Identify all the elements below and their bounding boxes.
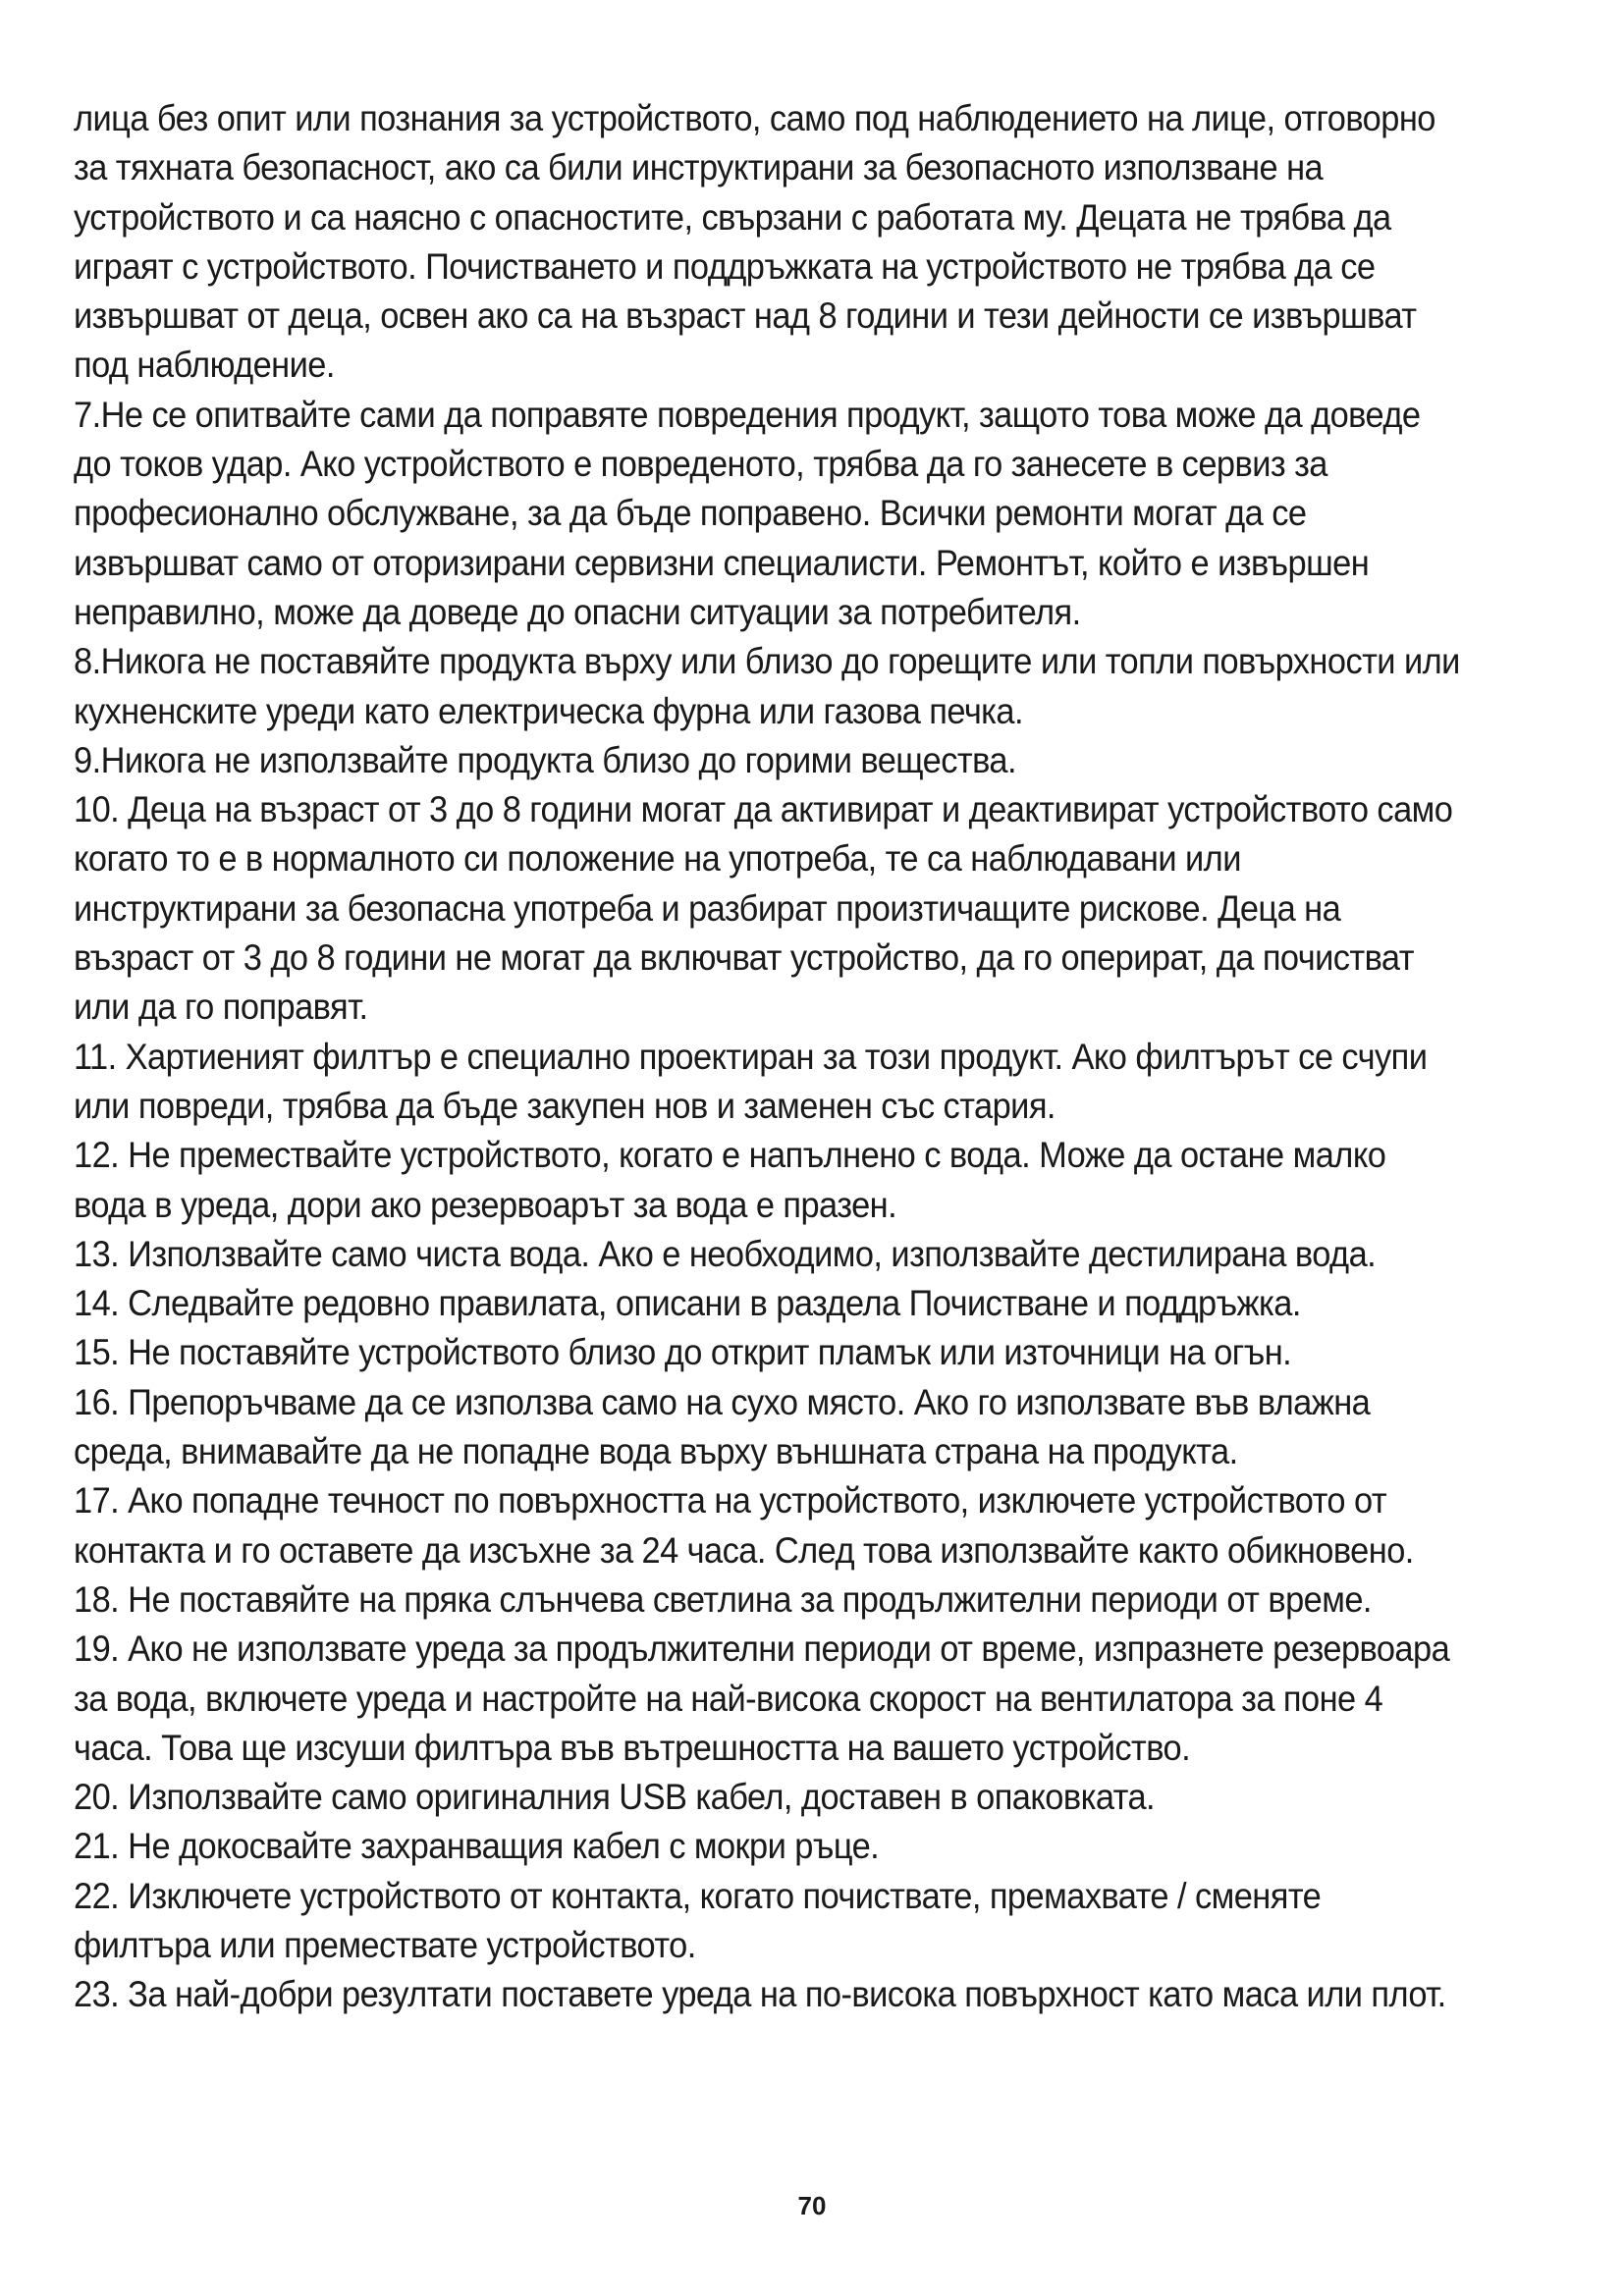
paragraph-intro: лица без опит или познания за устройството, само под наблюдението на лице, отговорно за тяхната безопасност, ако са били инструктирани за безопасното използване на устройството и са наясно с опасностите, свързани с работата му. Децата не трябва да играят с устройството. Почистването и поддръжката на устройството не трябва да се извършват от деца, освен ако са на възраст над 8 години и тези дейности се извършват под наблюдение.: [74, 98, 1435, 386]
instruction-8: 8.Никога не поставяйте продукта върху или близо до горещите или топли повърхности или кухненските уреди като електрическа фурна или газова печка.: [74, 641, 1460, 731]
instruction-13: 13. Използвайте само чиста вода. Ако е необходимо, използвайте дестилирана вода.: [74, 1233, 1377, 1274]
instruction-23: 23. За най-добри резултати поставете уреда на по-висока повърхност като маса или плот.: [74, 1974, 1446, 2015]
instruction-11: 11. Хартиеният филтър е специално проектиран за този продукт. Ако филтърът се счупи или повреди, трябва да бъде закупен нов и заменен със стария.: [74, 1036, 1428, 1126]
instruction-22: 22. Изключете устройството от контакта, когато почиствате, премахвате / сменяте филтъра или премествате устройството.: [74, 1875, 1322, 1965]
instruction-12: 12. Не премествайте устройството, когато е напълнено с вода. Може да остане малко вода в уреда, дори ако резервоарът за вода е празен.: [74, 1135, 1386, 1225]
instruction-16: 16. Препоръчваме да се използва само на сухо място. Ако го използвате във влажна среда, внимавайте да не попадне вода върху външната страна на продукта.: [74, 1381, 1371, 1472]
instruction-18: 18. Не поставяйте на пряка слънчева светлина за продължителни периоди от време.: [74, 1578, 1372, 1620]
instruction-15: 15. Не поставяйте устройството близо до открит пламък или източници на огън.: [74, 1332, 1292, 1373]
instruction-9: 9.Никога не използвайте продукта близо до горими вещества.: [74, 739, 1017, 780]
instruction-20: 20. Използвайте само оригиналния USB кабел, доставен в опаковката.: [74, 1777, 1156, 1818]
safety-instructions-text: [74, 94, 1462, 2020]
instruction-14: 14. Следвайте редовно правилата, описани в раздела Почистване и поддръжка.: [74, 1283, 1301, 1324]
instruction-19: 19. Ако не използвате уреда за продължителни периоди от време, изпразнете резервоара за вода, включете уреда и настройте на най-висока скорост на вентилатора за поне 4 часа. Това ще изсуши филтъра във вътрешността на вашето устройство.: [74, 1629, 1450, 1768]
page-number: 70: [797, 2191, 827, 2220]
instruction-21: 21. Не докосвайте захранващия кабел с мокри ръце.: [74, 1826, 880, 1867]
instruction-17: 17. Ако попадне течност по повърхността на устройството, изключете устройството от контакта и го оставете да изсъхне за 24 часа. След това използвайте както обикновено.: [74, 1480, 1414, 1571]
instruction-7: 7.Не се опитвайте сами да поправяте повредения продукт, защото това може да доведе до токов удар. Ако устройството е повреденото, трябва да го занесете в сервиз за професионално обслужване, за да бъде поправено. Всички ремонти могат да се извършват само от оторизирани сервизни специалисти. Ремонтът, който е извършен неправилно, може да доведе до опасни ситуации за потребителя.: [74, 394, 1421, 632]
instruction-10: 10. Деца на възраст от 3 до 8 години могат да активират и деактивират устройството само когато то е в нормалното си положение на употреба, те са наблюдавани или инструктирани за безопасна употреба и разбират произтичащите рискове. Деца на възраст от 3 до 8 години не могат да включват устройство, да го оперират, да почистват или да го поправят.: [74, 789, 1453, 1028]
